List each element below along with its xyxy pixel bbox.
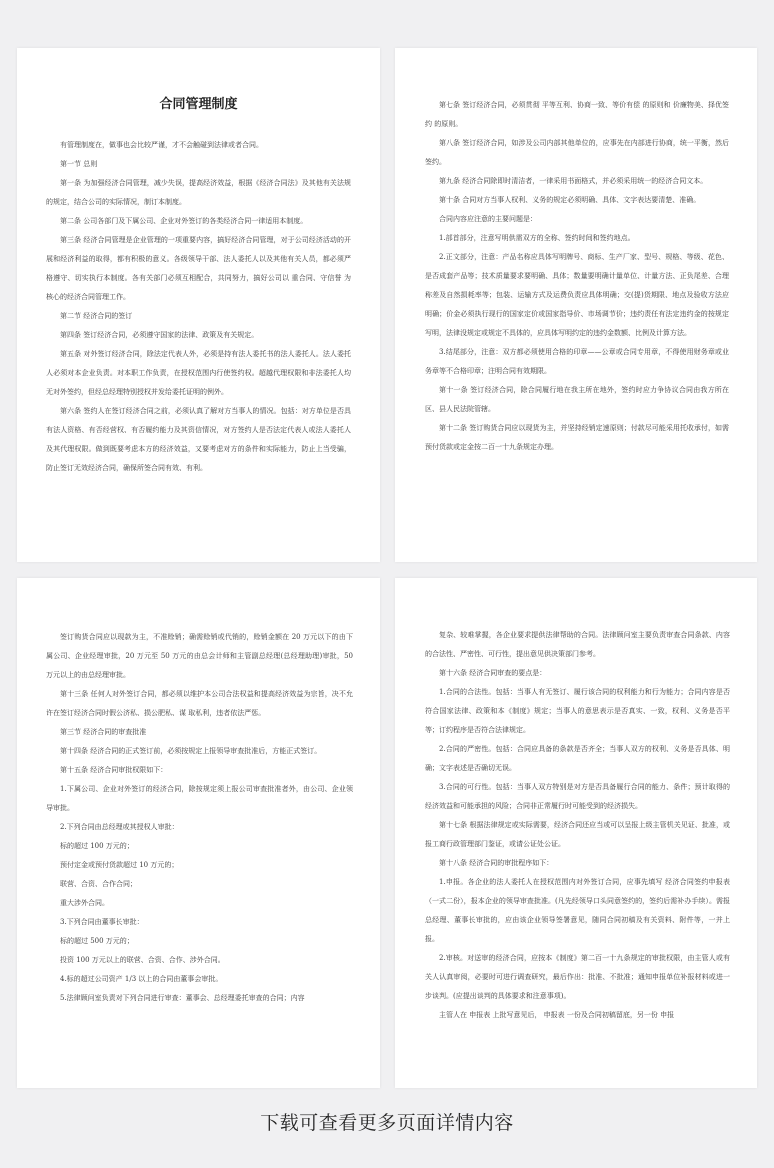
section-heading: 第二节 经济合同的签订	[60, 312, 133, 320]
paragraph: 复杂、较难掌握，各企业要求提供法律帮助的合同。法律顾问室主要负责审查合同条款、内容的合法性、严密性、可行性，提出意见供决策部门参考。	[425, 631, 730, 658]
list-item: 重大涉外合同。	[60, 899, 109, 907]
list-item: 3.合同的可行性。包括：当事人双方特别是对方是否具备履行合同的能力、条件；预计取得的经济效益和可能承担的风险；合同非正常履行时可能受到的经济损失。	[425, 783, 730, 810]
paragraph: 第十二条 签订购货合同应以现货为主，并坚持经销定速原则；付款尽可能采用托收承付，如需预付货款或定金按二百一十九条规定办理。	[425, 424, 729, 451]
paragraph: 第十四条 经济合同的正式签订前，必须按规定上报领导审查批准后，方能正式签订。	[60, 747, 322, 755]
list-item: 预付定金或预付货款超过 10 万元的；	[60, 861, 179, 869]
paragraph: 第六条 签约人在签订经济合同之前，必须认真了解对方当事人的情况。包括：对方单位是否具有法人资格、有否经营权、有否履约能力及其资信情况，对方签约人是否法定代表人或法人委托人及其代理权限。做到既要考虑本方的经济效益，又要考虑对方的条件和实际能力，防止上当受骗，防止签订无效经济合同，确保所签合同有效、有利。	[46, 407, 351, 472]
document-page-4	[395, 578, 757, 1088]
page-2-body	[395, 48, 757, 457]
paragraph: 第十一条 签订经济合同，除合同履行地在我主所在地外，签约时应力争协议合同由我方所在区、县人民法院管辖。	[425, 386, 729, 413]
download-more-caption: 下载可查看更多页面详情内容	[260, 1112, 514, 1134]
page-1-body	[17, 48, 380, 478]
document-title: 合同管理制度	[159, 97, 238, 112]
list-item: 2.正文部分，注意：产品名称应具体写明牌号、商标、生产厂家、型号、规格、等级、花色、是否成套产品等；技术质量要求要明确、具体；数量要明确计量单位、计量方法、正负尾差、合理称差及自然损耗率等；包装、运输方式及运费负责应具体明确；交(提)货期限、地点及验收方法应明确；价金必须执行现行的国家定价或国家指导价、市场调节价；违约责任有法定违约金的按规定写明，法律没规定或规定不具体的，应具体写明约定的违约金数额、比例及计算方法。	[425, 253, 729, 337]
list-item: 联营、合资、合作合同；	[60, 880, 137, 888]
document-page-1	[17, 48, 380, 562]
document-page-3	[17, 578, 380, 1088]
list-item: 4.标的超过公司资产 1/3 以上的合同由董事会审批。	[60, 975, 223, 983]
list-item: 3.下列合同由董事长审批：	[60, 918, 144, 926]
paragraph: 签订购货合同应以现款为主，不准赊销；确需赊销或代销的，赊销金额在 20 万元以下的由下属公司、企业经理审批，20 万元至 50 万元的由总会计师和主管副总经理(总经理助理)审批，50 万元以上的由总经理审批。	[46, 633, 353, 679]
paragraph: 第七条 签订经济合同，必须贯彻 平等互利、协商一致、等价有偿 的原则和 价廉物美、择优签约 的原则。	[425, 101, 729, 128]
list-item: 1.下属公司、企业对外签订的经济合同，除按规定须上报公司审查批准者外，由公司、企业领导审批。	[46, 785, 353, 812]
list-item: 5.法律顾问室负责对下列合同进行审查：董事会、总经理委托审查的合同；内容	[60, 994, 305, 1002]
list-item: 1.申报。各企业的法人委托人在授权范围内对外签订合同，应事先填写 经济合同签约申报表（一式二份），报本企业的领导审查批准。(凡先经领导口头同意签约的，签约后需补办手续）。需报总经理、董事长审批的，应由该企业领导签署意见，随同合同初稿及有关资料、附件等，一并上报。	[425, 878, 730, 943]
paragraph: 第一条 为加强经济合同管理，减少失误，提高经济效益，根据《经济合同法》及其他有关法规的规定，结合公司的实际情况，制订本制度。	[46, 179, 351, 206]
paragraph: 第二条 公司各部门及下属公司、企业对外签订的各类经济合同一律适用本制度。	[60, 217, 308, 225]
paragraph: 第四条 签订经济合同，必须遵守国家的法律、政策及有关规定。	[60, 331, 259, 339]
list-item: 3.结尾部分，注意：双方都必须使用合格的印章——公章或合同专用章，不得使用财务章或业务章等不合格印章；注明合同有效期限。	[425, 348, 729, 375]
section-heading: 第三节 经济合同的审查批准	[60, 728, 147, 736]
paragraph: 第十七条 根据法律规定或实际需要，经济合同还应当或可以呈报上级主管机关见证、批准，或报工商行政管理部门鉴证，或请公证处公证。	[425, 821, 730, 848]
paragraph: 第十三条 任何人对外签订合同，都必须以维护本公司合法权益和提高经济效益为宗旨，决不允许在签订经济合同时假公济私、损公肥私、谋 取私利，违者依法严惩。	[46, 690, 353, 717]
list-item: 投资 100 万元以上的联营、合资、合作、涉外合同。	[60, 956, 225, 964]
list-item: 1.部首部分，注意写明供需双方的全称、签约时间和签约地点。	[439, 234, 635, 242]
paragraph: 第九条 经济合同除即时清洁者，一律采用书面格式，并必须采用统一的经济合同文本。	[439, 177, 708, 185]
paragraph: 主管人在 申报表 上批写意见后， 申报表 一份及合同初稿留底，另一份 申报	[439, 1011, 675, 1019]
paragraph: 第三条 经济合同管理是企业管理的一项重要内容，搞好经济合同管理，对于公司经济活动的开展和经济利益的取得，都有积极的意义。各级领导干部、法人委托人以及其他有关人员，都必须严格遵守、切实执行本制度。各有关部门必须互相配合，共同努力，搞好公司以 重合同、守信誉 为核心的经济合同管理工作。	[46, 236, 351, 301]
paragraph: 第五条 对外签订经济合同，除法定代表人外，必须是持有法人委托书的法人委托人。法人委托人必须对本企业负责。对本职工作负责，在授权范围内行使签约权。超越代理权限和非法委托人均无对外签约，但经总经理特别授权并发给委托证明的例外。	[46, 350, 351, 396]
list-item: 2.下列合同由总经理或其授权人审批：	[60, 823, 179, 831]
list-item: 标的超过 100 万元的；	[60, 842, 134, 850]
list-item: 2.合同的严密性。包括：合同应具备的条款是否齐全；当事人双方的权利、义务是否具体、明确；文字表述是否确切无误。	[425, 745, 730, 772]
page-4-body	[395, 578, 757, 1025]
paragraph: 第十条 合同对方当事人权利、义务的规定必须明确、具体、文字表达要清楚、准确。	[439, 196, 701, 204]
list-item: 标的超过 500 万元的；	[60, 937, 134, 945]
list-item: 2.审核。对送审的经济合同，应按本《制度》第二百一十九条规定的审批权限，由主管人或有关人认真审阅，必要时可进行调查研究，最后作出：批准、不批准；通知申报单位补报材料或进一步谈判。(应提出谈判的具体要求和注意事项)。	[425, 954, 730, 1000]
paragraph: 第十五条 经济合同审批权限如下：	[60, 766, 168, 774]
section-heading: 第一节 总则	[60, 160, 98, 168]
paragraph: 有管理制度在，做事也会比较严谨，才不会触碰到法律或者合同。	[60, 141, 263, 149]
paragraph: 第十六条 经济合同审查的要点是：	[439, 669, 547, 677]
page-3-body	[17, 578, 380, 1008]
paragraph: 合同内容应注意的主要问题是：	[439, 215, 537, 223]
document-page-2	[395, 48, 757, 562]
paragraph: 第八条 签订经济合同，如涉及公司内部其他单位的，应事先在内部进行协商，统一平衡，然后签约。	[425, 139, 729, 166]
paragraph: 第十八条 经济合同的审批程序如下：	[439, 859, 554, 867]
list-item: 1.合同的合法性。包括：当事人有无签订、履行该合同的权利能力和行为能力；合同内容是否符合国家法律、政策和本《制度》规定；当事人的意思表示是否真实、一致，权利、义务是否平等；订约程序是否符合法律规定。	[425, 688, 730, 734]
